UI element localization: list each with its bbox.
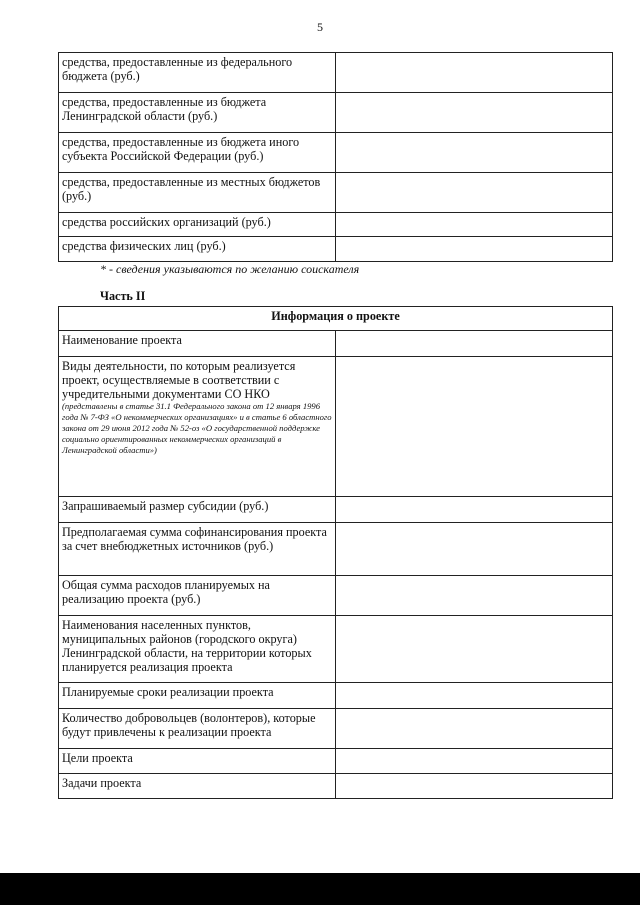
table-row (59, 331, 613, 357)
volunteers-label: Количество добровольцев (волонтеров), которые будут привлечены к реализации проекта (59, 709, 336, 749)
value-field[interactable] (336, 133, 613, 173)
activities-legal-note: (представлены в статье 31.1 Федерального закона от 12 января 1996 года № 7-ФЗ «О некоммерческих организациях» и в статье 6 областного закона от 29 июня 2012 года № 52-оз «О государственной поддержке социально ориентированных некоммерческих организаций в Ленинградской области») (62, 401, 332, 455)
table-row (59, 616, 613, 683)
scan-bottom-border (0, 873, 640, 905)
row-label: средства российских организаций (руб.) (59, 213, 336, 237)
subsidy-field[interactable] (336, 497, 613, 523)
table-row (59, 683, 613, 709)
activities-label-text: Виды деятельности, по которым реализуется проект, осуществляемые в соответствии с учредительными документами СО НКО (62, 359, 296, 401)
row-label: средства, предоставленные из бюджета иного субъекта Российской Федерации (руб.) (59, 133, 336, 173)
table-row (59, 774, 613, 799)
table-row (59, 523, 613, 576)
total-expenses-label: Общая сумма расходов планируемых на реализацию проекта (руб.) (59, 576, 336, 616)
row-label: средства физических лиц (руб.) (59, 237, 336, 262)
page-number: 5 (317, 20, 323, 34)
table-row (59, 357, 613, 497)
funding-sources-table (58, 52, 613, 262)
table-row (59, 576, 613, 616)
table-row (59, 53, 613, 93)
table-row (59, 173, 613, 213)
table-header: Информация о проекте (59, 307, 613, 331)
activities-label (59, 357, 336, 497)
row-label: средства, предоставленные из бюджета Ленинградской области (руб.) (59, 93, 336, 133)
dates-field[interactable] (336, 683, 613, 709)
row-label: средства, предоставленные из местных бюджетов (руб.) (59, 173, 336, 213)
cofinancing-field[interactable] (336, 523, 613, 576)
table-row (59, 709, 613, 749)
project-info-table (58, 306, 613, 799)
table-row (59, 749, 613, 774)
row-label: средства, предоставленные из федерального бюджета (руб.) (59, 53, 336, 93)
territories-field[interactable] (336, 616, 613, 683)
goals-field[interactable] (336, 749, 613, 774)
tasks-label: Задачи проекта (59, 774, 336, 799)
table-row (59, 133, 613, 173)
cofinancing-label: Предполагаемая сумма софинансирования проекта за счет внебюджетных источников (руб.) (59, 523, 336, 576)
value-field[interactable] (336, 53, 613, 93)
dates-label: Планируемые сроки реализации проекта (59, 683, 336, 709)
table-header-row (59, 307, 613, 331)
volunteers-field[interactable] (336, 709, 613, 749)
tasks-field[interactable] (336, 774, 613, 799)
part-title: Часть II (100, 289, 146, 303)
value-field[interactable] (336, 213, 613, 237)
activities-field[interactable] (336, 357, 613, 497)
table-row (59, 213, 613, 237)
table-row (59, 497, 613, 523)
project-name-label: Наименование проекта (59, 331, 336, 357)
goals-label: Цели проекта (59, 749, 336, 774)
table-row (59, 93, 613, 133)
value-field[interactable] (336, 237, 613, 262)
territories-label: Наименования населенных пунктов, муниципальных районов (городского округа) Ленинградской области, на территории которых планируется реализация проекта (59, 616, 336, 683)
value-field[interactable] (336, 173, 613, 213)
project-name-field[interactable] (336, 331, 613, 357)
total-expenses-field[interactable] (336, 576, 613, 616)
table-row (59, 237, 613, 262)
footnote: * - сведения указываются по желанию соискателя (100, 262, 360, 276)
subsidy-label: Запрашиваемый размер субсидии (руб.) (59, 497, 336, 523)
value-field[interactable] (336, 93, 613, 133)
